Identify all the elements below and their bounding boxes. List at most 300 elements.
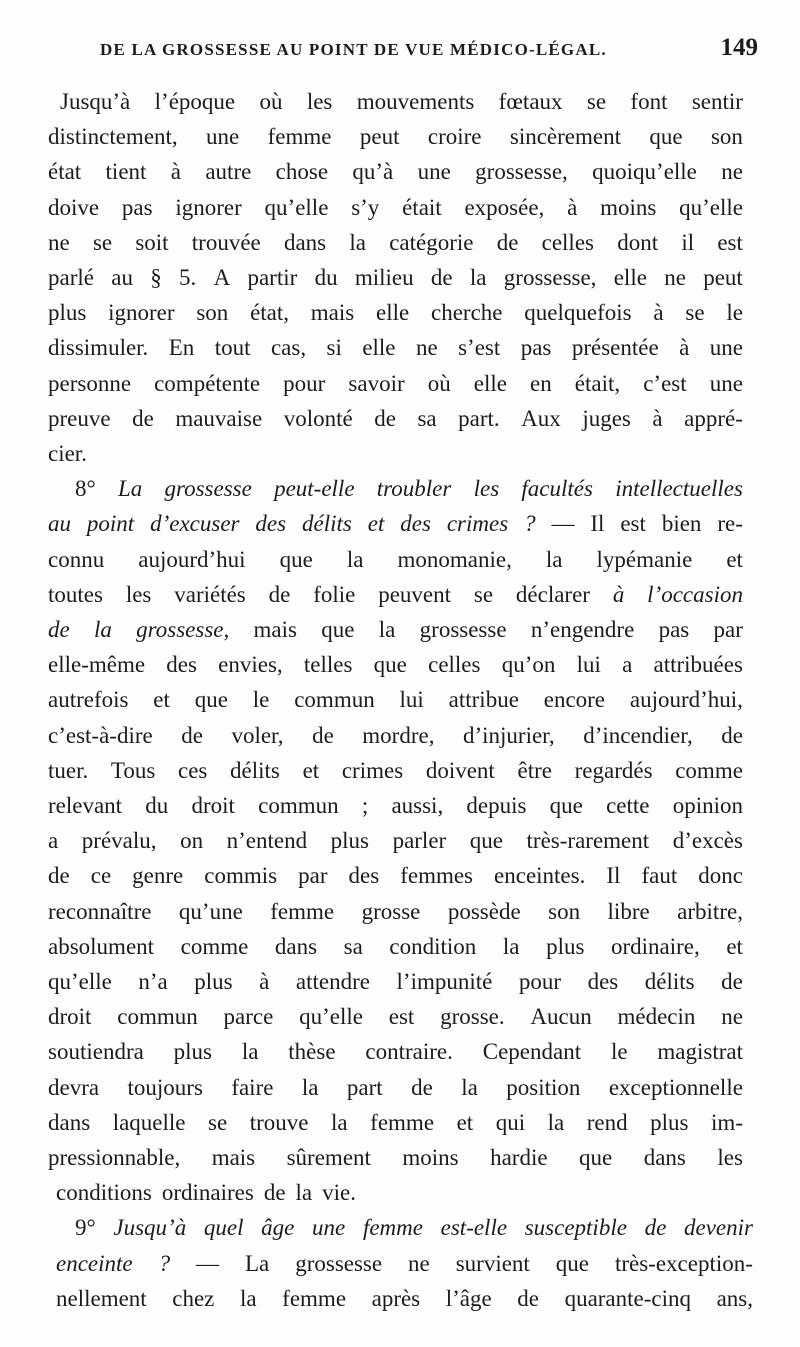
word: celles [541,229,594,255]
word: qu’une [178,898,243,924]
word: à [679,335,690,361]
word: faut [641,863,678,889]
word: de [268,581,291,607]
word: genre [132,863,184,889]
word: où [427,370,451,396]
running-head: DE LA GROSSESSE AU POINT DE VUE MÉDICO-LÉGAL. [100,40,607,59]
text-line [48,1105,743,1141]
text-line [48,753,743,789]
word: que [555,1250,589,1276]
word: cette [606,793,650,818]
word: est-elle [440,1215,508,1241]
word: les [473,476,500,502]
word: de [430,265,453,290]
word: crimes [341,757,404,783]
word: plus [546,933,585,959]
word: est [388,1004,415,1030]
word: mordre, [362,722,435,748]
word: ans, [716,1285,753,1311]
word: dans [283,229,327,255]
word: d’incendier, [583,722,693,748]
word: connu [48,546,105,572]
word: son [548,898,581,924]
word: lui [576,652,601,678]
word: enceintes. [494,863,586,889]
word: médecin [617,1004,696,1030]
word: moins [402,1145,459,1170]
word: tout [214,335,251,361]
word: et [726,546,743,572]
word: s’est [458,335,501,361]
word: il [681,229,695,255]
word: im- [711,1109,743,1135]
word: mais [310,300,355,326]
page-header [100,34,760,74]
text-line [56,1281,753,1317]
word: chez [172,1285,215,1311]
text-line [48,190,743,226]
word: à [259,969,270,994]
text-line [56,1246,753,1282]
word: a [622,652,633,678]
word: pour [283,370,326,396]
word: et [302,757,320,783]
word: à [653,300,664,326]
word: une [417,159,451,185]
word: ignorer [108,300,175,326]
word: état, [250,300,290,326]
word: à [652,405,663,431]
word: délits [301,511,352,537]
text-line [48,260,743,296]
text-line [48,1140,743,1176]
word: celles [428,652,481,678]
word: bien [661,511,702,537]
word: qu’elle [299,1004,363,1030]
word: ? [524,511,536,537]
word: que [321,617,355,642]
word: par [713,617,743,642]
word: volonté [283,405,353,431]
text-line [48,436,100,472]
word: de [721,722,743,748]
word: ordinaires [161,1180,254,1206]
text-line [48,295,743,331]
word: le [252,687,270,713]
word: peuvent [378,581,452,607]
word: grossesse [295,1250,383,1276]
word: trouvée [191,229,261,255]
word: parlé [48,265,94,290]
word: troubler [376,476,452,502]
word: sa [343,933,363,959]
word: juges [582,405,631,431]
text-line [48,999,743,1035]
word: moins [600,194,657,220]
word: autrefois [48,687,129,713]
word: parler [392,828,447,854]
word: attribuées [653,652,743,678]
word: la [346,546,364,572]
word: elle [376,300,410,326]
word: l’âge [445,1285,492,1311]
word: plus [650,1109,689,1135]
word: grossesse, [503,265,597,290]
word: âge [261,1215,295,1241]
text-line [48,401,743,437]
word: dans [274,933,318,959]
word: — [551,511,575,537]
word: La [117,476,143,502]
word: de [644,1215,667,1241]
word: être [517,757,552,783]
word: grosse. [440,1004,505,1030]
word: sincèrement [509,124,621,150]
word: n’engendre [530,617,635,642]
word: se [208,1109,228,1135]
word: se [586,89,607,114]
word: condition [389,933,477,959]
word: encore [543,687,606,713]
word: d’excès [672,828,743,854]
word: mouvements [356,89,475,114]
word: font [630,89,668,114]
text-line [48,119,743,155]
word: qu’elle [48,969,112,994]
text-line [48,612,743,648]
word: re- [717,511,743,537]
word: par [298,863,328,889]
word: devenir [683,1215,753,1241]
text-line [48,506,743,542]
word: reconnaître [48,898,152,924]
word: du [314,265,338,290]
word: c’est [643,370,687,396]
text-line [60,84,743,120]
word: vie. [322,1180,356,1206]
text-line [48,964,743,1000]
word: possède [447,898,521,924]
text-line [48,823,743,859]
word: la [295,1180,313,1206]
word: et [456,1109,474,1135]
word: dans [643,1145,686,1170]
word: après [371,1285,421,1311]
word: cier. [48,441,87,466]
word: était, [574,370,621,396]
word: état [48,159,82,185]
word: des [166,652,197,678]
word: la [547,1109,565,1135]
word: est [620,511,646,537]
word: de [411,1074,433,1100]
word: de [374,405,396,431]
word: laquelle [112,1109,186,1135]
word: folie [313,581,356,607]
word: En [168,335,195,361]
word: exceptionnelle [608,1074,743,1100]
word: femme [270,898,335,924]
word: d’excuser [150,511,240,537]
word: — [196,1250,220,1276]
word: ? [158,1250,171,1276]
text-line [75,1210,753,1246]
word: qu’elle [264,194,329,220]
word: La [244,1250,270,1276]
word: de [312,722,334,748]
word: de [517,1285,539,1311]
word: à [567,194,578,220]
word: que [579,1145,613,1170]
word: aussi, [391,793,444,818]
word: catégorie [389,229,474,255]
word: la [331,1109,348,1135]
word: droit [191,793,235,818]
word: se [473,581,494,607]
word: Il [590,511,605,537]
word: prévalu, [81,828,157,854]
word: pour [518,969,562,994]
word: que [469,828,503,854]
word: comme [180,933,249,959]
text-line [48,154,743,190]
word: la [378,617,396,642]
word: la [301,1074,319,1100]
word: donc [698,863,743,889]
word: les [125,581,152,607]
word: grossesse [164,476,252,502]
word: toujours [127,1074,203,1100]
word: la [469,265,487,290]
word: ne [415,335,438,361]
word: intellectuelles [615,476,743,502]
word: quarante-cinq [564,1285,691,1311]
text-line [48,1070,743,1106]
word: 9° [75,1215,96,1241]
word: délits [230,757,280,783]
word: les [306,89,333,114]
word: c’est-à-dire [48,722,153,748]
word: pas [121,194,153,220]
word: enceinte [56,1250,133,1276]
word: partir [247,265,298,290]
word: est [717,229,743,255]
word: que [279,546,313,572]
word: son [196,300,229,326]
word: tient [105,159,147,185]
word: et [726,933,743,959]
word: mais [211,1145,256,1170]
word: plus [330,828,369,854]
word: de [721,969,743,994]
word: libre [607,898,650,924]
word: trouve [249,1109,309,1135]
word: chose [275,159,329,185]
word: que [194,687,228,713]
word: des [400,511,431,537]
word: nellement [56,1285,147,1311]
word: de [496,229,519,255]
word: une [312,1215,346,1241]
word: dissimuler. [48,335,149,361]
word: autre [205,159,252,185]
word: présentée [571,335,659,361]
word: de [132,405,154,431]
word: que [649,124,683,150]
word: de [263,1180,286,1206]
text-line [56,1175,380,1211]
word: grossesse, [136,617,230,642]
word: l’époque [154,89,236,114]
word: survient [455,1250,530,1276]
word: femmes [400,863,474,889]
word: Jusqu’à [113,1215,187,1241]
text-line [48,788,743,824]
word: distinctement, [48,124,178,150]
word: Il [606,863,621,889]
word: de [48,617,70,642]
word: soit [135,229,169,255]
text-line [48,682,743,718]
word: Jusqu’à [60,89,131,114]
word: relevant [48,793,123,818]
word: envies, [218,652,283,678]
word: quelquefois [524,300,632,326]
word: monomanie, [397,546,512,572]
word: elle-même [48,652,146,678]
word: savoir [348,370,405,396]
word: lui [399,687,424,713]
word: à [612,581,625,607]
word: faire [231,1074,274,1100]
word: droit [48,1004,92,1030]
word: des [348,863,380,889]
word: part. [458,405,500,431]
word: point [86,511,135,537]
word: doive [48,194,100,220]
word: aujourd’hui, [629,687,743,713]
word: plus [48,300,87,326]
word: voler, [231,722,284,748]
word: la [239,1285,257,1311]
word: déclarer [515,581,590,607]
word: et [367,511,385,537]
word: commun [258,793,339,818]
page-number: 149 [720,34,758,61]
word: au [48,511,71,537]
word: sa [417,405,437,431]
word: ; [361,793,369,818]
word: la [545,546,563,572]
word: sentir [691,89,743,114]
word: absolument [48,933,155,959]
word: se [685,300,705,326]
word: parce [223,1004,274,1030]
word: rend [586,1109,628,1135]
word: la [94,617,112,642]
word: telles [303,652,353,678]
text-line [75,471,743,507]
word: ne [408,1250,430,1276]
word: qu’à [352,159,394,185]
text-line [48,577,743,613]
word: femme [362,1215,423,1241]
word: regardés [574,757,653,783]
word: mais [253,617,297,642]
word: croire [427,124,482,150]
word: qui [495,1109,526,1135]
text-line [48,542,743,578]
word: très-exception- [614,1250,753,1276]
word: n’a [138,969,168,994]
word: ces [178,757,208,783]
word: ordinaire, [610,933,700,959]
word: grosse [361,898,421,924]
word: très-rarement [526,828,650,854]
word: fœtaux [498,89,563,114]
word: crimes [446,511,509,537]
text-line [48,330,743,366]
word: milieu [354,265,414,290]
word: de [181,722,203,748]
word: arbitre, [677,898,743,924]
word: Aucun [530,1004,592,1030]
word: plus [173,1039,212,1065]
word: quoiqu’elle [592,159,697,185]
word: conditions [56,1180,152,1206]
word: des [587,969,619,994]
word: si [326,335,342,361]
word: cas, [270,335,307,361]
word: ignorer [175,194,242,220]
word: ne [48,229,70,255]
text-line [48,1034,743,1070]
word: mauvaise [175,405,263,431]
word: s’y [351,194,380,220]
word: ne [664,265,686,290]
text-line [48,366,743,402]
text-line [48,858,743,894]
word: part [346,1074,383,1100]
word: la [461,1074,478,1100]
word: n’entend [226,828,308,854]
word: d’injurier, [462,722,555,748]
text-line [48,894,743,930]
word: susceptible [524,1215,627,1241]
word: elle [473,370,507,396]
word: 5. [179,265,197,290]
word: aujourd’hui [138,546,246,572]
word: son [710,124,743,150]
word: femme [267,124,332,150]
word: la [502,933,520,959]
word: comme [675,757,743,783]
text-line [48,225,743,261]
word: de [48,863,70,889]
word: dont [617,229,659,255]
word: grossesse [419,617,507,642]
word: devra [48,1074,100,1100]
word: Aux [521,405,561,431]
word: attribue [448,687,519,713]
word: une [709,370,743,396]
word: magistrat [657,1039,743,1065]
word: peut [703,265,743,290]
word: depuis [466,793,527,818]
word: commun [117,1004,198,1030]
word: personne [48,370,132,396]
word: contraire. [365,1039,453,1065]
